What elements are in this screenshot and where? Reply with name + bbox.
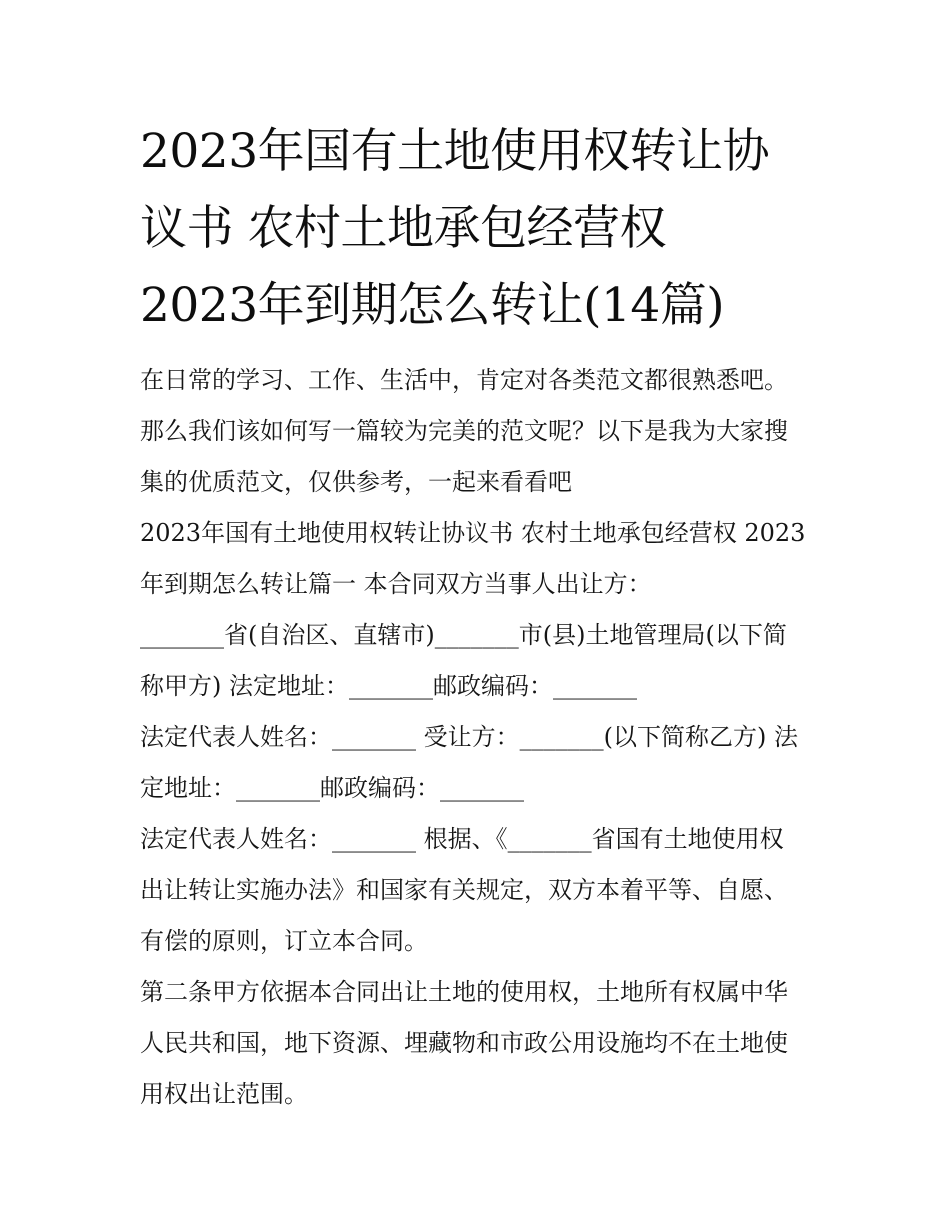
text-line: 人民共和国，地下资源、埋藏物和市政公用设施均不在土地使 (140, 1029, 788, 1057)
text-line: 那么我们该如何写一篇较为完美的范文呢？以下是我为大家搜 (140, 417, 788, 445)
title-line-2: 议书 农村土地承包经营权 (140, 201, 666, 256)
text-line: 第二条甲方依据本合同出让土地的使用权，土地所有权属中华 (140, 978, 788, 1006)
text-line: 定地址：_______邮政编码：_______ (140, 774, 524, 802)
text-line: 集的优质范文，仅供参考，一起来看看吧 (140, 468, 572, 496)
text-line: 用权出让范围。 (140, 1080, 308, 1108)
title-line-1: 2023年国有土地使用权转让协 (140, 124, 770, 179)
intro-paragraph (140, 355, 830, 508)
text-line: 称甲方) 法定地址：_______邮政编码：_______ (140, 672, 637, 700)
text-line: 有偿的原则，订立本合同。 (140, 927, 428, 955)
text-line: 年到期怎么转让篇一 本合同双方当事人出让方： (140, 570, 652, 598)
text-line: _______省(自治区、直辖市)_______市(县)土地管理局(以下简 (140, 621, 787, 649)
text-line: 法定代表人姓名：_______ 受让方：_______(以下简称乙方) 法 (140, 723, 798, 751)
basis-paragraph (140, 814, 830, 967)
article-two-paragraph (140, 967, 830, 1120)
section-heading-paragraph (140, 508, 830, 610)
document-title (140, 113, 830, 344)
document-body (140, 355, 830, 1120)
text-line: 法定代表人姓名：_______ 根据、《_______省国有土地使用权 (140, 825, 784, 853)
transferor-paragraph (140, 610, 830, 712)
text-line: 出让转让实施办法》和国家有关规定，双方本着平等、自愿、 (140, 876, 788, 904)
title-line-3: 2023年到期怎么转让(14篇) (140, 278, 725, 333)
text-line: 在日常的学习、工作、生活中，肯定对各类范文都很熟悉吧。 (140, 366, 788, 394)
text-line: 2023年国有土地使用权转让协议书 农村土地承包经营权 2023 (140, 519, 806, 547)
transferee-paragraph (140, 712, 830, 814)
